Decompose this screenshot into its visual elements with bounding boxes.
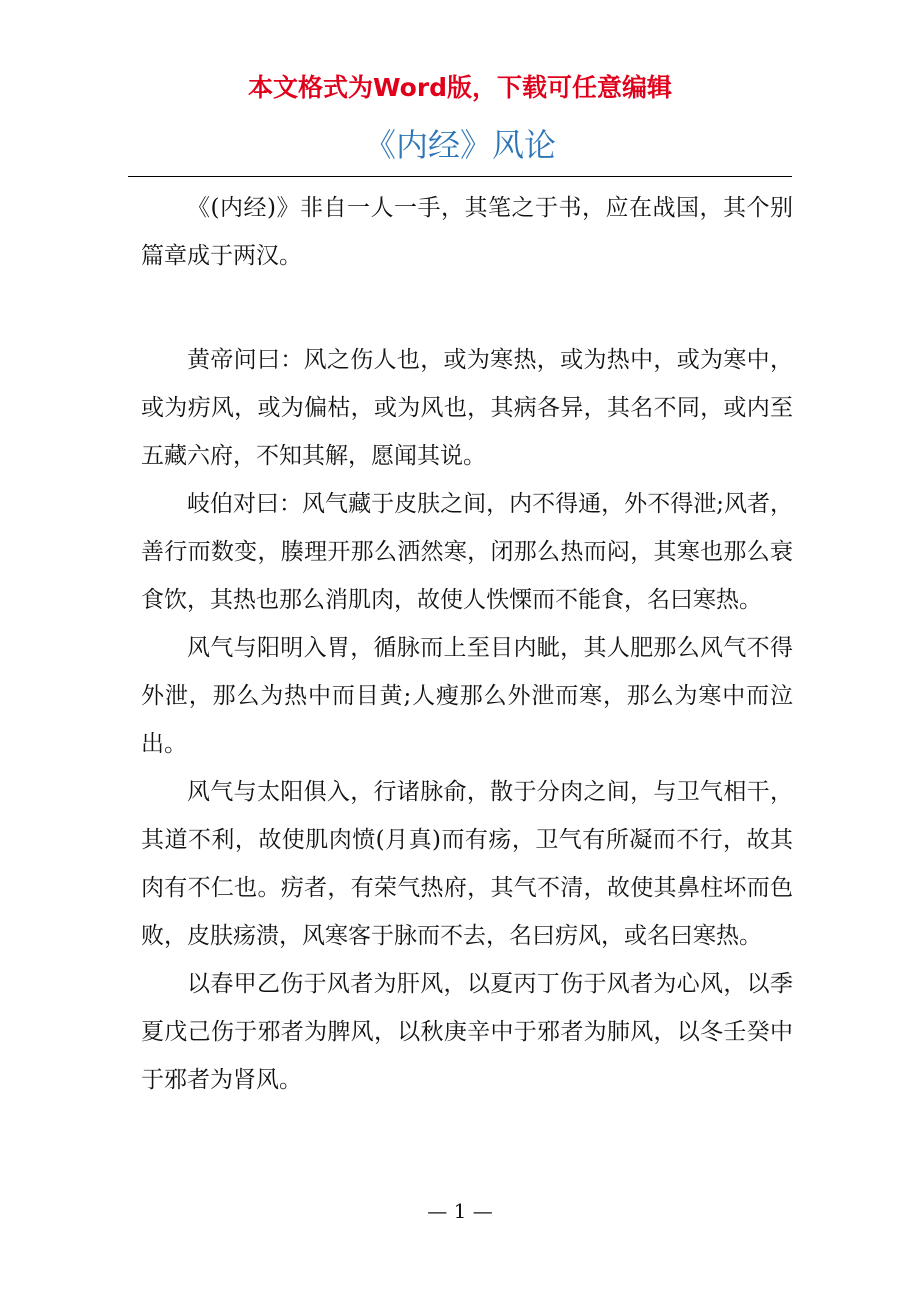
paragraph-intro: 《(内经)》非自一人一手，其笔之于书，应在战国，其个别篇章成于两汉。 xyxy=(141,195,793,269)
paragraph-taiyang: 风气与太阳俱入，行诸脉俞，散于分肉之间，与卫气相干，其道不利，故使肌肉愤(月真)而有疡，卫气有所凝而不行，故其肉有不仁也。疠者，有荣气热府，其气不清，故使其鼻柱坏而色败，皮肤疡溃，风寒客于脉而不去，名曰疠风，或名曰寒热。 xyxy=(141,779,793,949)
paragraph-qibo-answer: 岐伯对曰：风气藏于皮肤之间，内不得通，外不得泄;风者，善行而数变，腠理开那么洒然寒，闭那么热而闷，其寒也那么衰食饮，其热也那么消肌肉，故使人怢慄而不能食，名曰寒热。 xyxy=(141,491,793,613)
document-body xyxy=(141,184,793,1104)
document-title: 《内经》风论 xyxy=(363,126,556,164)
paragraph-spacer xyxy=(141,280,793,336)
paragraph-yangming: 风气与阳明入胃，循脉而上至目内眦，其人肥那么风气不得外泄，那么为热中而目黄;人瘦那么外泄而寒，那么为寒中而泣出。 xyxy=(141,635,793,757)
paragraph-huangdi-question: 黄帝问曰：风之伤人也，或为寒热，或为热中，或为寒中，或为疠风，或为偏枯，或为风也，其病各异，其名不同，或内至五藏六府，不知其解，愿闻其说。 xyxy=(141,347,793,469)
header-divider xyxy=(128,176,792,177)
page-number: — 1 — xyxy=(427,1199,493,1223)
format-notice-banner: 本文格式为Word版，下载可任意编辑 xyxy=(247,73,673,102)
paragraph-seasons: 以春甲乙伤于风者为肝风，以夏丙丁伤于风者为心风，以季夏戊己伤于邪者为脾风，以秋庚辛中于邪者为肺风，以冬壬癸中于邪者为肾风。 xyxy=(141,971,793,1093)
